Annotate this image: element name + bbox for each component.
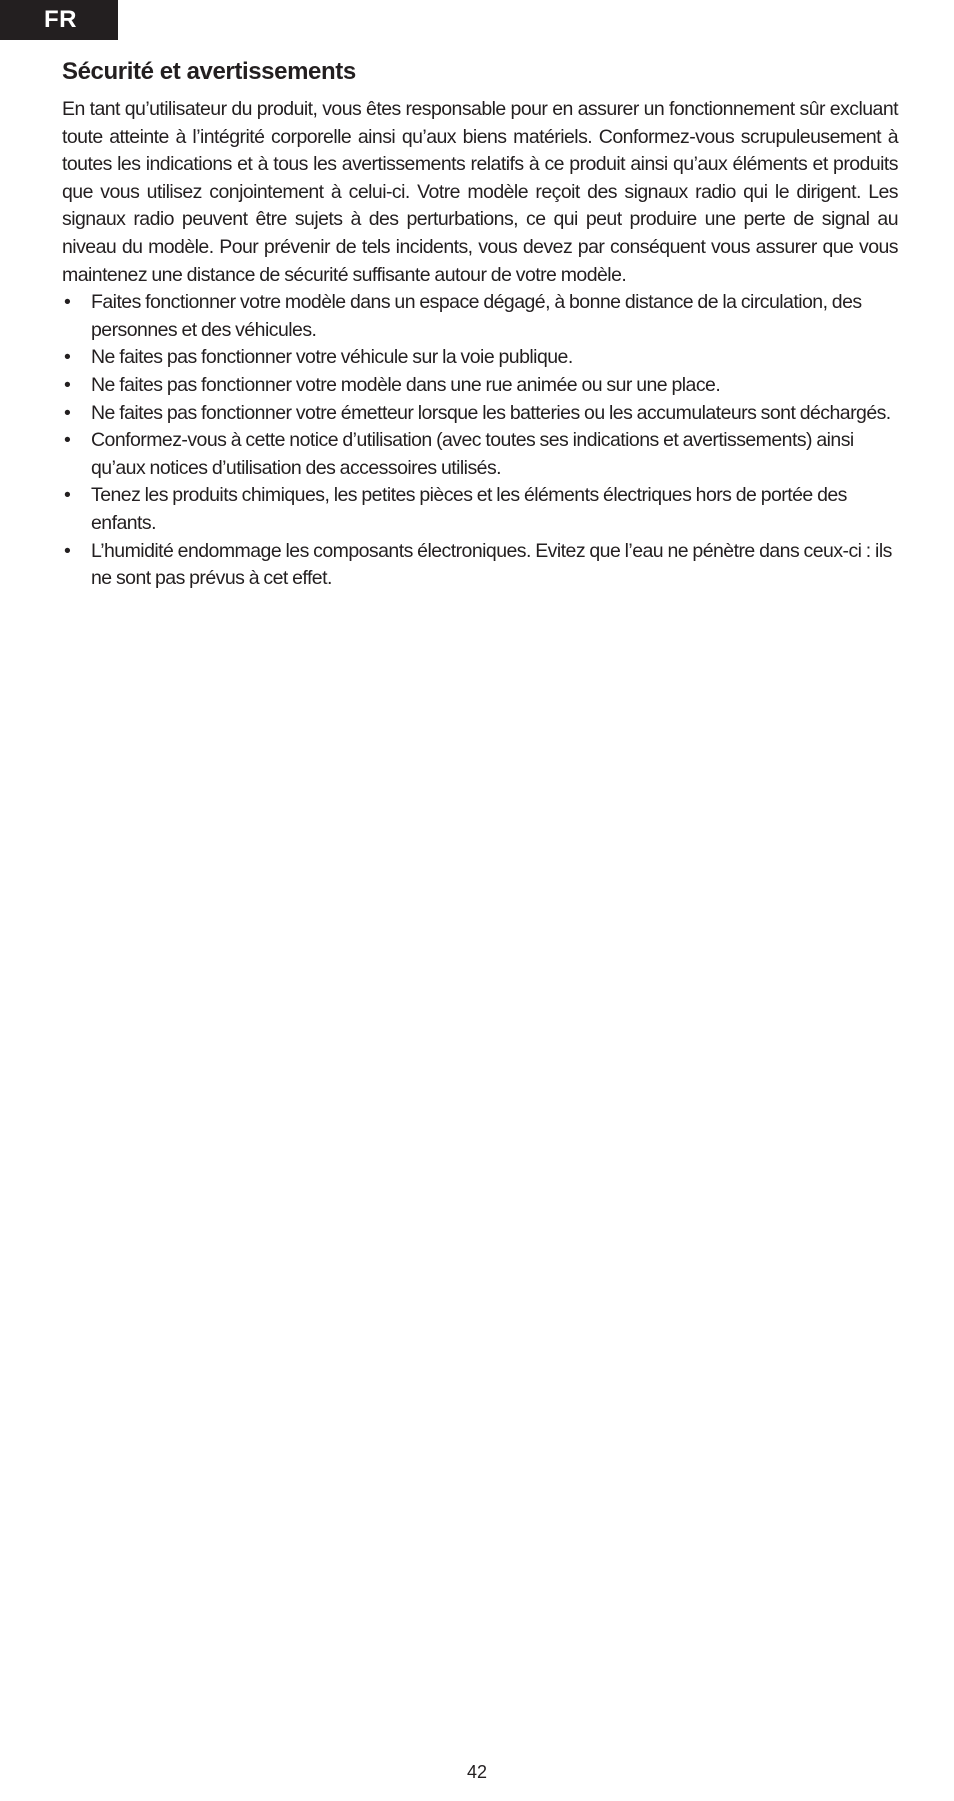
- safety-section: [62, 54, 898, 593]
- page-number: 42: [466, 1762, 488, 1782]
- language-tab: FR: [0, 0, 118, 40]
- list-item-text: Ne faites pas fonctionner votre véhicule sur la voie publique.: [91, 346, 573, 369]
- bullet-icon: •: [64, 429, 71, 452]
- list-item-text: Ne faites pas fonctionner votre modèle dans une rue animée ou sur une place.: [91, 373, 721, 396]
- bullet-icon: •: [64, 373, 71, 396]
- list-item-text: Conformez-vous à cette notice d’utilisation (avec toutes ses indications et avertissements) ainsi qu’aux notices d’utilisation des accessoires utilisés.: [91, 429, 854, 479]
- intro-paragraph: En tant qu’utilisateur du produit, vous êtes responsable pour en assurer un fonctionnement sûr excluant toute atteinte à l’intégrité corporelle ainsi qu’aux biens matériels. Conformez-vous scrupuleusement à toutes les indications et à tous les avertissements relatifs à ce produit ainsi qu’aux éléments et produits que vous utilisez conjointement à celui-ci. Votre modèle reçoit des signaux radio qui le dirigent. Les signaux radio peuvent être sujets à des perturbations, ce qui peut produire une perte de signal au niveau du modèle. Pour prévenir de tels incidents, vous devez par conséquent vous assurer que vous maintenez une distance de sécurité suffisante autour de votre modèle.: [62, 98, 898, 286]
- bullet-icon: •: [64, 401, 71, 424]
- list-item: [62, 427, 898, 482]
- list-item: [62, 289, 898, 344]
- bullet-icon: •: [64, 484, 71, 507]
- bullet-icon: •: [64, 346, 71, 369]
- list-item-text: Tenez les produits chimiques, les petites pièces et les éléments électriques hors de portée des enfants.: [91, 484, 847, 534]
- section-title: Sécurité et avertissements: [62, 58, 356, 85]
- bullet-icon: •: [64, 291, 71, 314]
- bullet-icon: •: [64, 539, 71, 562]
- list-item-text: Faites fonctionner votre modèle dans un espace dégagé, à bonne distance de la circulation, des personnes et des véhicules.: [91, 291, 862, 341]
- list-item: [62, 400, 898, 428]
- list-item: [62, 344, 898, 372]
- list-item: [62, 482, 898, 537]
- list-item-text: Ne faites pas fonctionner votre émetteur lorsque les batteries ou les accumulateurs sont déchargés.: [91, 401, 891, 424]
- warning-list: [62, 289, 898, 593]
- list-item: [62, 372, 898, 400]
- list-item-text: L’humidité endommage les composants électroniques. Evitez que l’eau ne pénètre dans ceux-ci : ils ne sont pas prévus à cet effet.: [91, 539, 892, 590]
- list-item: [62, 538, 898, 593]
